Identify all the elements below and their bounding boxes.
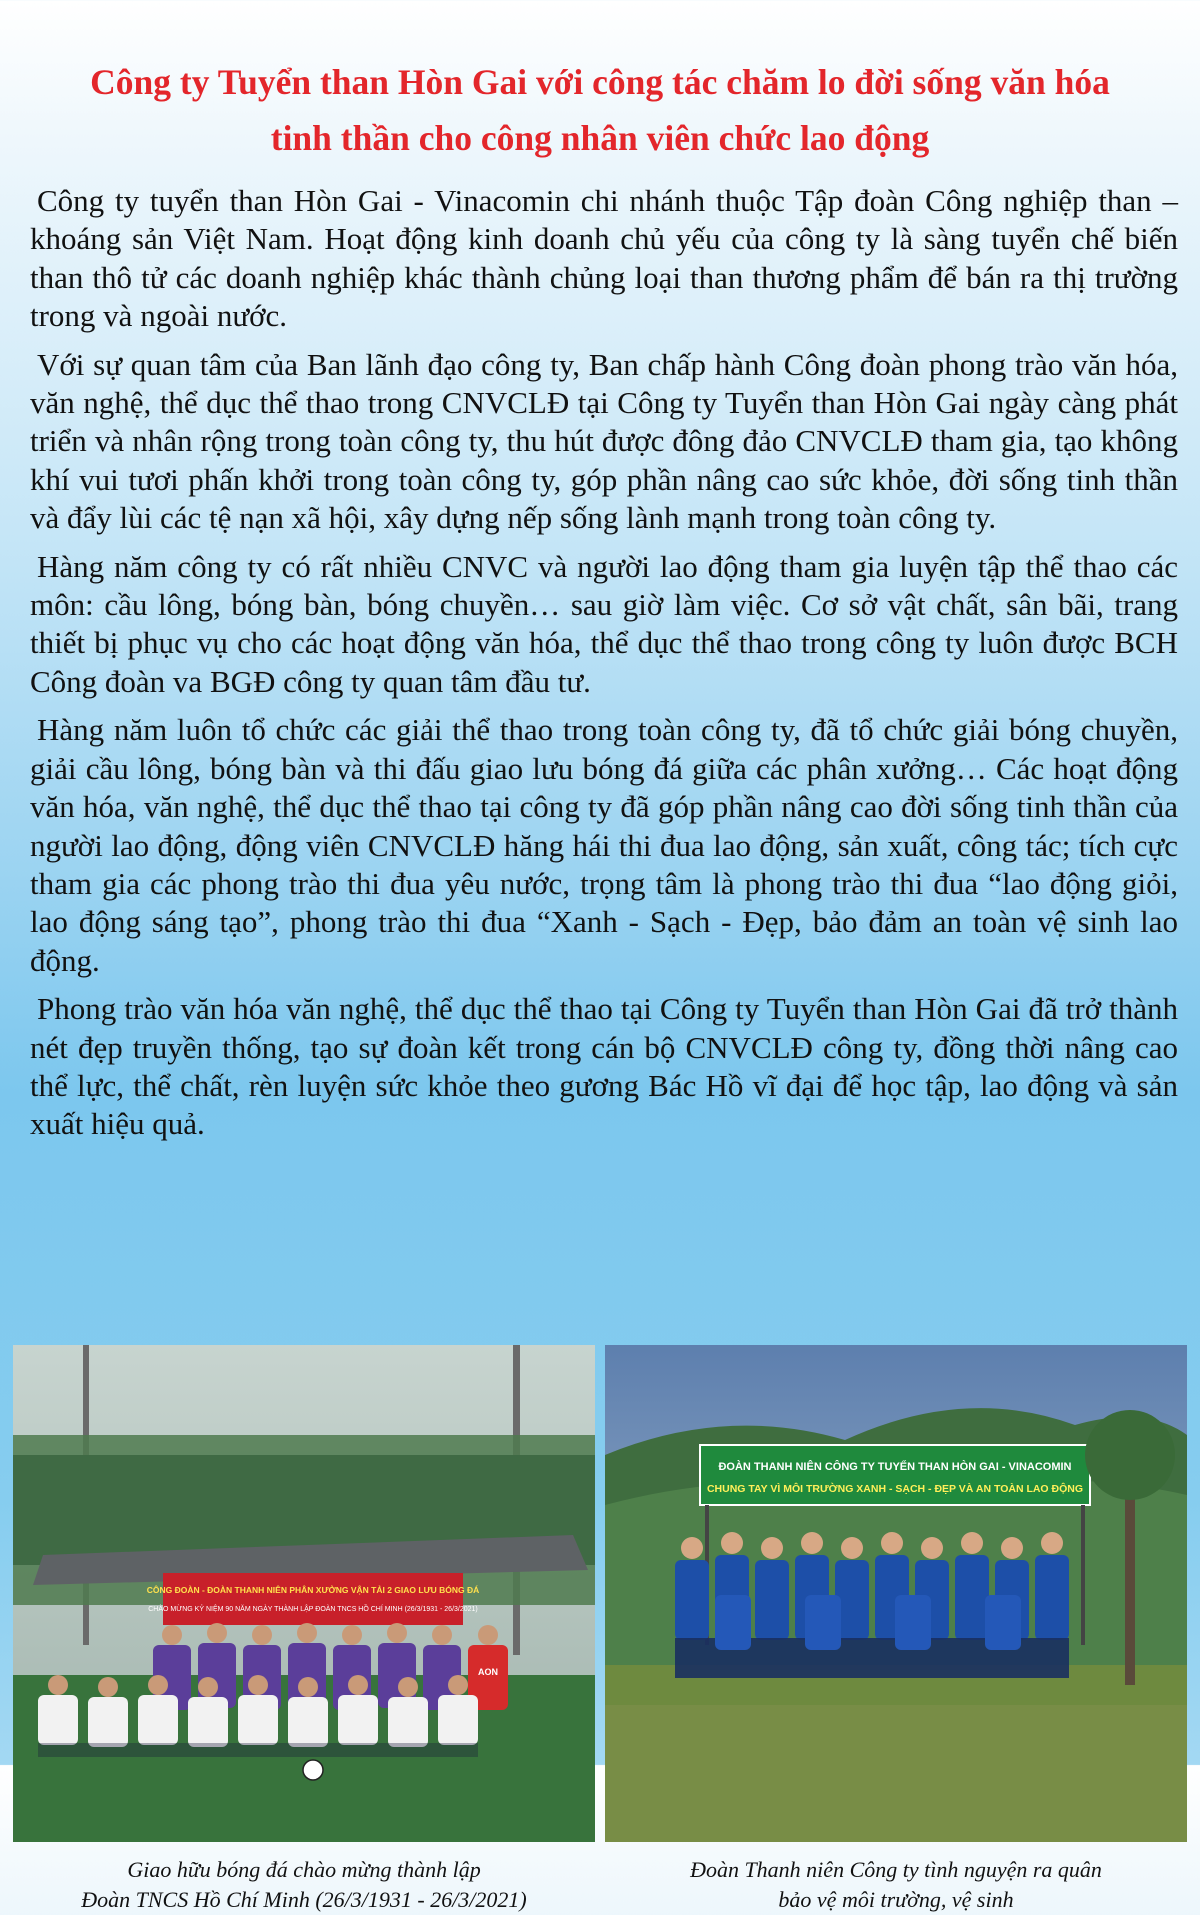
football-team-photo (13, 1345, 595, 1842)
title-line-1: Công ty Tuyển than Hòn Gai với công tác chăm lo đời sống văn hóa (90, 62, 1110, 102)
document-title (40, 54, 1160, 166)
title-line-2: tinh thần cho công nhân viên chức lao động (270, 118, 930, 158)
paragraph: Phong trào văn hóa văn nghệ, thể dục thể thao tại Công ty Tuyển than Hòn Gai đã trở thành nét đẹp truyền thống, tạo sự đoàn kết trong cán bộ CNVCLĐ công ty, đồng thời nâng cao thể lực, thể chất, rèn luyện sức khỏe theo gương Bác Hồ vĩ đại để học tập, lao động và sản xuất hiệu quả. (30, 991, 1178, 1142)
banner-text-2: CHUNG TAY VÌ MÔI TRƯỜNG XANH - SẠCH - ĐẸP VÀ AN TOÀN LAO ĐỘNG (706, 1483, 1084, 1495)
article-body (30, 182, 1178, 1154)
caption-line-1: Đoàn Thanh niên Công ty tình nguyện ra quân (690, 1857, 1102, 1882)
caption-youth-union (605, 1855, 1187, 1915)
banner-text-1: ĐOÀN THANH NIÊN CÔNG TY TUYỂN THAN HÒN GAI - VINACOMIN (718, 1461, 1072, 1473)
football-team-illustration (13, 1345, 595, 1842)
caption-line-2: bảo vệ môi trường, vệ sinh (778, 1887, 1014, 1912)
paragraph: Hàng năm công ty có rất nhiều CNVC và người lao động tham gia luyện tập thể thao các môn: cầu lông, bóng bàn, bóng chuyền… sau giờ làm việc. Cơ sở vật chất, sân bãi, trang thiết bị phục vụ cho các hoạt động văn hóa, thể dục thể thao trong công ty luôn được BCH Công đoàn va BGĐ công ty quan tâm đầu tư. (30, 548, 1178, 699)
paragraph: Hàng năm luôn tổ chức các giải thể thao trong toàn công ty, đã tổ chức giải bóng chuyền, giải cầu lông, bóng bàn và thi đấu giao lưu bóng đá giữa các phân xưởng… Các hoạt động văn hóa, văn nghệ, thể dục thể thao tại công ty đã góp phần nâng cao đời sống tinh thần của người lao động, động viên CNVCLĐ hăng hái thi đua lao động, sản xuất, công tác; tích cực tham gia các phong trào thi đua yêu nước, trọng tâm là phong trào thi đua “lao động giỏi, lao động sáng tạo”, phong trào thi đua “Xanh - Sạch - Đẹp, bảo đảm an toàn vệ sinh lao động. (30, 712, 1178, 978)
paragraph: Với sự quan tâm của Ban lãnh đạo công ty, Ban chấp hành Công đoàn phong trào văn hóa, văn nghệ, thể dục thể thao trong CNVCLĐ tại Công ty Tuyển than Hòn Gai ngày càng phát triển và nhân rộng trong toàn công ty, thu hút được đông đảo CNVCLĐ tham gia, tạo không khí vui tươi phấn khởi trong toàn công ty, góp phần nâng cao sức khỏe, đời sống tinh thần và đẩy lùi các tệ nạn xã hội, xây dựng nếp sống lành mạnh trong toàn công ty. (30, 346, 1178, 536)
caption-line-1: Giao hữu bóng đá chào mừng thành lập (127, 1857, 481, 1882)
caption-line-2: Đoàn TNCS Hồ Chí Minh (26/3/1931 - 26/3/2021) (81, 1887, 527, 1912)
paragraph: Công ty tuyển than Hòn Gai - Vinacomin chi nhánh thuộc Tập đoàn Công nghiệp than – khoáng sản Việt Nam. Hoạt động kinh doanh chủ yếu của công ty là sàng tuyển chế biến than thô tử các doanh nghiệp khác thành chủng loại than thương phẩm để bán ra thị trường trong và ngoài nước. (30, 183, 1178, 334)
caption-football (13, 1855, 595, 1915)
shirt-text: AON (478, 1667, 498, 1677)
banner-text-1: CÔNG ĐOÀN - ĐOÀN THANH NIÊN PHÂN XƯỞNG VẬN TẢI 2 GIAO LƯU BÓNG ĐÁ (146, 1585, 480, 1595)
banner-text-2: CHÀO MỪNG KỶ NIỆM 90 NĂM NGÀY THÀNH LẬP ĐOÀN TNCS HỒ CHÍ MINH (26/3/1931 - 26/3/2021) (148, 1606, 478, 1613)
youth-union-photo (605, 1345, 1187, 1842)
youth-union-illustration (605, 1345, 1187, 1842)
